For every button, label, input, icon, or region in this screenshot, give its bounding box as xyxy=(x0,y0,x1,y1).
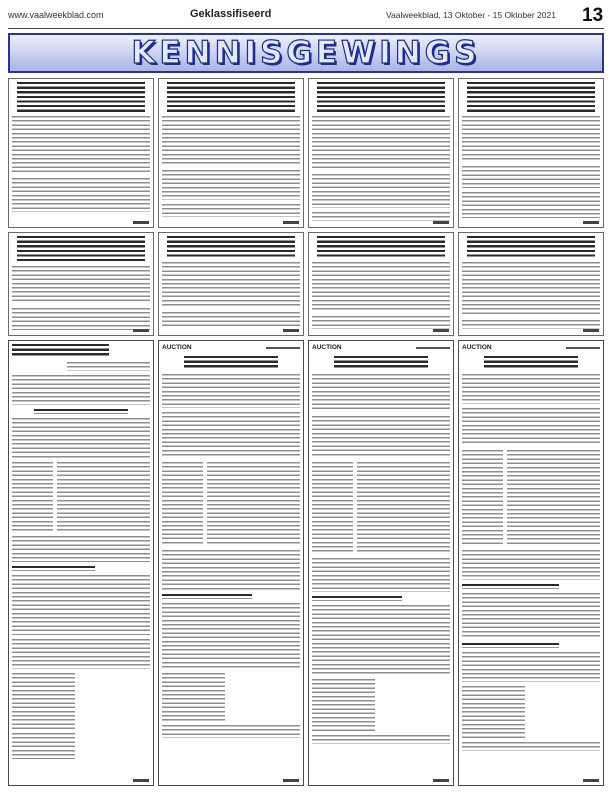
notice-row3-col1 xyxy=(8,340,154,786)
auction-label: AUCTION xyxy=(162,344,192,351)
notice-property-table xyxy=(312,462,450,554)
notice-body xyxy=(462,262,600,316)
notice-parties xyxy=(462,374,600,404)
notice-body xyxy=(12,639,150,669)
notice-heading xyxy=(167,236,295,258)
notice-body xyxy=(312,558,450,592)
notice-heading xyxy=(317,82,445,112)
notice-body xyxy=(162,170,300,200)
notice-row1-col2 xyxy=(158,78,304,228)
notice-body xyxy=(12,178,150,212)
notice-row1-col1 xyxy=(8,78,154,228)
notice-body xyxy=(462,116,600,162)
notice-body xyxy=(312,262,450,312)
notice-code xyxy=(433,329,449,332)
notice-body xyxy=(462,192,600,218)
notice-property-table xyxy=(12,462,150,532)
notice-body xyxy=(312,116,450,170)
notice-code xyxy=(583,221,599,224)
notice-reference xyxy=(462,742,600,751)
auction-label: AUCTION xyxy=(312,344,342,351)
notice-row2-col2 xyxy=(158,232,304,336)
notice-attorney-address xyxy=(462,686,525,738)
notice-title-row xyxy=(162,344,300,352)
table-values xyxy=(57,462,150,532)
notice-code xyxy=(133,329,149,332)
notice-heading xyxy=(467,236,595,258)
notice-row3-col3 xyxy=(308,340,454,786)
notice-body xyxy=(162,550,300,590)
notice-body xyxy=(312,416,450,458)
notices-banner xyxy=(8,33,604,73)
table-labels xyxy=(12,462,53,532)
notice-heading xyxy=(167,82,295,112)
notice-code xyxy=(433,779,449,782)
notice-body xyxy=(12,266,150,304)
notice-court-heading xyxy=(484,356,578,370)
table-labels xyxy=(162,462,203,546)
notice-property-table xyxy=(162,462,300,546)
notice-body xyxy=(12,536,150,562)
banner-title: KENNISGEWINGS xyxy=(131,35,481,71)
notice-heading xyxy=(467,82,595,112)
table-labels xyxy=(462,450,503,546)
notice-conditions xyxy=(12,575,150,635)
notice-row1-col4 xyxy=(458,78,604,228)
notice-case-number xyxy=(266,347,300,349)
notice-body xyxy=(162,312,300,329)
table-labels xyxy=(312,462,353,554)
notice-subheading xyxy=(34,409,128,414)
auction-label: AUCTION xyxy=(462,344,492,351)
notice-code xyxy=(583,329,599,332)
notice-row2-col3 xyxy=(308,232,454,336)
notice-parties xyxy=(162,374,300,408)
notice-body xyxy=(12,116,150,174)
table-values xyxy=(207,462,300,546)
notice-subheading xyxy=(12,566,95,571)
edition-date: Vaalweekblad, 13 Oktober - 15 Oktober 2021 xyxy=(386,10,556,20)
notice-attorney-address xyxy=(162,673,225,721)
notice-subheading xyxy=(312,596,402,601)
notice-body xyxy=(462,408,600,446)
header-divider xyxy=(8,28,604,29)
notice-code xyxy=(283,329,299,332)
notice-parties xyxy=(312,374,450,412)
notice-reference xyxy=(162,725,300,738)
table-values xyxy=(357,462,450,554)
notice-attorney-address xyxy=(12,673,75,729)
notice-parties xyxy=(12,375,150,405)
notice-subheading xyxy=(162,594,252,599)
notice-body xyxy=(162,116,300,166)
notice-title-row xyxy=(312,344,450,352)
notice-property-table xyxy=(462,450,600,546)
notice-body xyxy=(162,262,300,308)
notice-row2-col4 xyxy=(458,232,604,336)
notice-attorney-address xyxy=(312,679,375,731)
site-url: www.vaalweekblad.com xyxy=(8,10,104,20)
notice-court-heading xyxy=(184,356,278,370)
notice-row3-col4 xyxy=(458,340,604,786)
notice-body xyxy=(462,550,600,580)
notice-code xyxy=(583,779,599,782)
notice-body xyxy=(462,652,600,682)
notice-reference xyxy=(312,735,450,744)
notice-code xyxy=(133,779,149,782)
notice-conditions xyxy=(312,605,450,675)
notice-heading xyxy=(12,344,109,358)
notice-row2-col1 xyxy=(8,232,154,336)
notice-row3-col2 xyxy=(158,340,304,786)
notice-body xyxy=(312,316,450,329)
notice-contact xyxy=(162,204,300,217)
notice-code xyxy=(283,779,299,782)
notice-body xyxy=(462,166,600,188)
notice-body xyxy=(12,418,150,458)
notice-heading xyxy=(317,236,445,258)
notice-case-number xyxy=(566,347,600,349)
notice-title-row xyxy=(462,344,600,352)
notice-contact xyxy=(312,212,450,221)
notice-subheading xyxy=(462,643,559,648)
page-number: 13 xyxy=(582,5,604,26)
notice-code xyxy=(283,221,299,224)
notice-body xyxy=(12,308,150,330)
notice-subheading xyxy=(462,584,559,589)
notice-conditions xyxy=(462,593,600,639)
notice-sheriff-address xyxy=(12,733,75,759)
notice-code xyxy=(433,221,449,224)
section-title: Geklassifiseerd xyxy=(190,8,272,20)
notice-heading xyxy=(17,82,145,112)
notice-body xyxy=(312,174,450,208)
notice-heading xyxy=(17,236,145,262)
notice-row1-col3 xyxy=(308,78,454,228)
notice-court-heading xyxy=(334,356,428,370)
notice-case-number xyxy=(416,347,450,349)
table-values xyxy=(507,450,600,546)
notice-conditions xyxy=(162,603,300,669)
notice-body xyxy=(162,412,300,458)
notice-code xyxy=(133,221,149,224)
notice-case-number xyxy=(67,362,150,371)
notice-body xyxy=(462,320,600,329)
